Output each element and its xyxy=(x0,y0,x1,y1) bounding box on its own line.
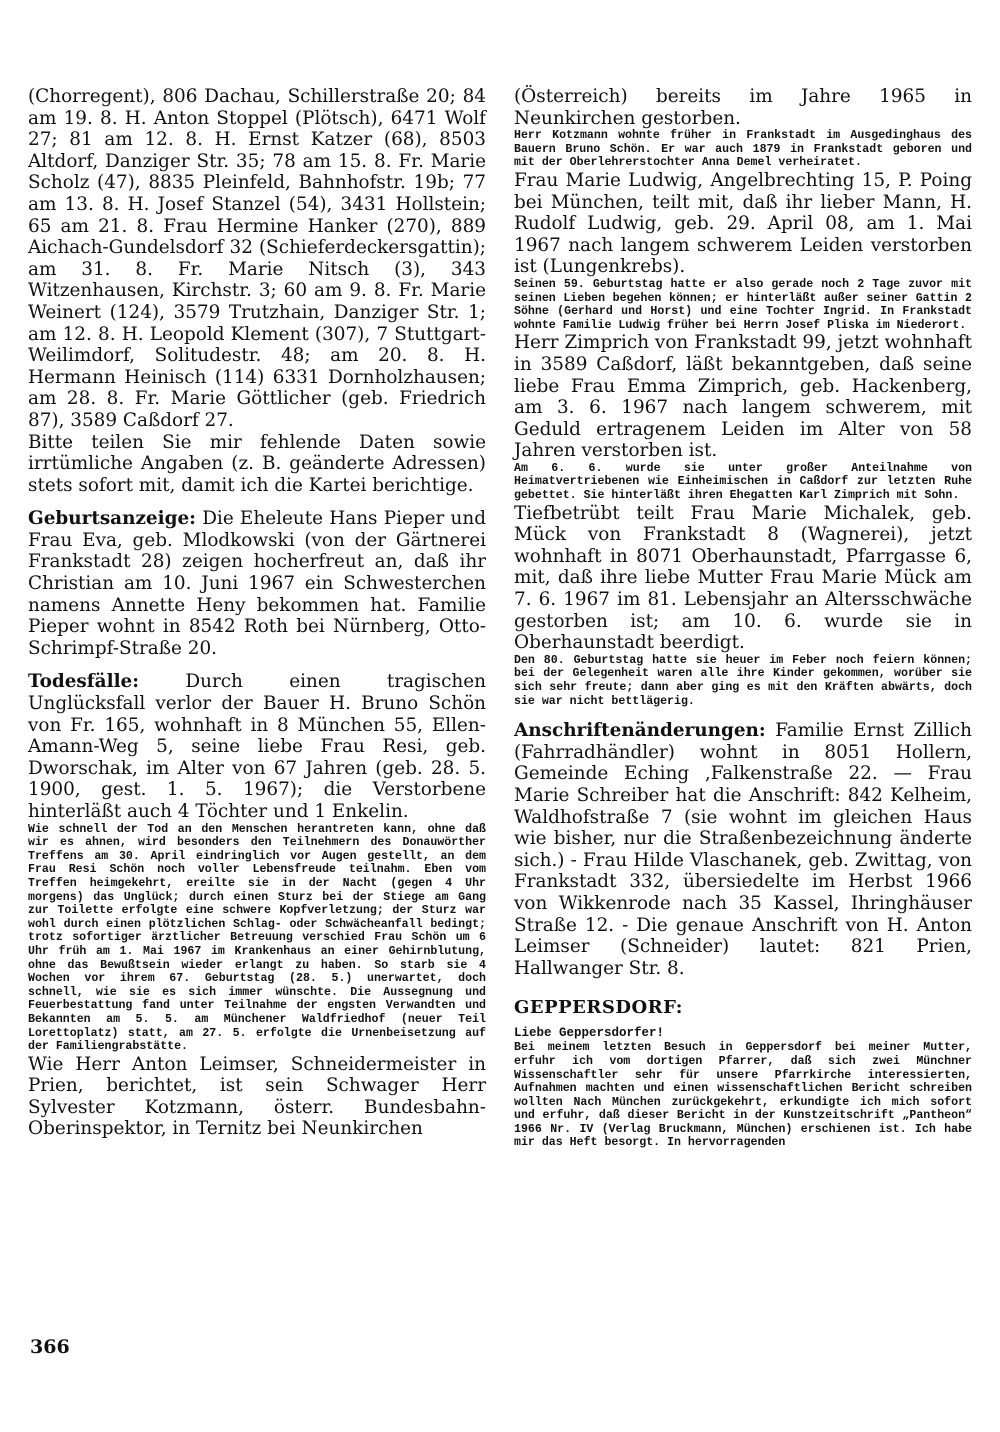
birthday-list-paragraph: (Chorregent), 806 Dachau, Schillerstraße 20; 84 am 19. 8. H. Anton Stoppel (Plötsch), 6471 Wolf 27; 81 am 12. 8. H. Ernst Katzer (68), 8503 Altdorf, Danziger Str. 35; 78 am 15. 8. Fr. Marie Scholz (47), 8835 Pleinfeld, Bahnhofstr. 19b; 77 am 13. 8. H. Josef Stanzel (54), 3431 Hollstein; 65 am 21. 8. Frau Hermine Hanker (270), 889 Aichach-Gundelsdorf 32 (Schieferdeckersgattin); am 31. 8. Fr. Marie Nitsch (3), 343 Witzenhausen, Kirchstr. 3; 60 am 9. 8. Fr. Marie Weinert (124), 3579 Trutzhain, Danziger Str. 1; am 12. 8. H. Leopold Klement (307), 7 Stuttgart-Weilimdorf, Solitudestr. 48; am 20. 8. H. Hermann Heinisch (114) 6331 Dornholzhausen; am 28. 8. Fr. Marie Göttlicher (geb. Friedrich 87), 3589 Caßdorf 27. xyxy=(28,86,486,431)
birth-announcement-text: Die Eheleute Hans Pieper und Frau Eva, geb. Mlodkowski (von der Gärtnerei Frankstadt 28) zeigen hocherfreut an, daß ihr Christian am 10. Juni 1967 ein Schwesterchen namens Annette Heny bekommen hat. Familie Pieper wohnt in 8542 Roth bei Nürnberg, Otto-Schrimpf-Straße 20. xyxy=(28,508,486,659)
page-number: 366 xyxy=(30,1336,70,1358)
zimprich-smallprint: Am 6. 6. wurde sie unter großer Anteilnahme von Heimatvertriebenen wie Einheimischen in Caßdorf zur letzten Ruhe gebettet. Sie hinterläßt ihren Ehegatten Karl Zimprich mit Sohn. xyxy=(514,461,972,503)
right-column xyxy=(514,86,972,1150)
michalek-paragraph: Tiefbetrübt teilt Frau Marie Michalek, geb. Mück von Frankstadt 8 (Wagnerei), jetzt wohnhaft in 8071 Oberhaunstadt, Pfarrgasse 6, mit, daß ihre liebe Mutter Frau Marie Mück am 7. 6. 1967 im 81. Lebensjahr an Altersschwäche gestorben ist; am 10. 6. wurde sie in Oberhaunstadt beerdigt. xyxy=(514,502,972,654)
ludwig-paragraph: Frau Marie Ludwig, Angelbrechting 15, P. Poing bei München, teilt mit, daß ihr lieber Mann, H. Rudolf Ludwig, geb. 29. April 08, am 1. Mai 1967 nach langem schwerem Leiden verstorben ist (Lungenkrebs). xyxy=(514,169,972,278)
deaths-label: Todesfälle: xyxy=(28,671,140,693)
deaths-section xyxy=(28,671,486,822)
address-changes-text: Familie Ernst Zillich (Fahrradhändler) wohnt in 8051 Hollern, Gemeinde Eching ,Falkenstraße 22. — Frau Marie Schreiber hat die Anschrift: 842 Kelheim, Waldhofstraße 7 (sie wohnt im gleichen Haus wie bisher, nur die Straßenbezeichnung änderte sich.) - Frau Hilde Vlaschanek, geb. Zwittag, von Frankstadt 332, übersiedelte im Herbst 1966 von Wikkenrode nach 35 Kassel, Ihringhäuser Straße 12. - Die genaue Anschrift von H. Anton Leimser (Schneider) lautet: 821 Prien, Hallwanger Str. 8. xyxy=(514,720,972,979)
address-changes-section xyxy=(514,720,972,979)
birth-announcement xyxy=(28,508,486,659)
ludwig-smallprint: Seinen 59. Geburtstag hatte er also gerade noch 2 Tage zuvor mit seinen Lieben begehen können; er hinterläßt außer seiner Gattin 2 Söhne (Gerhard und Horst) und eine Tochter Ingrid. In Frankstadt wohnte Familie Ludwig früher bei Herrn Josef Pliska im Niederort. xyxy=(514,277,972,332)
kotzmann-continuation: (Österreich) bereits im Jahre 1965 in Neunkirchen gestorben. xyxy=(514,86,972,129)
geppersdorf-greeting: Liebe Geppersdorfer! xyxy=(514,1026,665,1041)
geppersdorf-heading: GEPPERSDORF: xyxy=(514,997,683,1019)
birth-announcement-label: Geburtsanzeige: xyxy=(28,508,196,530)
address-changes-label: Anschriftenänderungen: xyxy=(514,720,766,742)
left-column xyxy=(28,86,486,1140)
leimser-report-paragraph: Wie Herr Anton Leimser, Schneidermeister in Prien, berichtet, ist sein Schwager Herr Sylvester Kotzmann, österr. Bundesbahn-Oberinspektor, in Ternitz bei Neunkirchen xyxy=(28,1053,486,1140)
mueck-smallprint: Den 80. Geburtstag hatte sie heuer im Feber noch feiern können; bei der Gelegenheit waren alle ihre Kinder gekommen, worüber sie sich sehr freute; dann aber ging es mit den Kräften abwärts, doch sie war nicht bettlägerig. xyxy=(514,653,972,708)
kotzmann-smallprint: Herr Kotzmann wohnte früher in Frankstadt im Ausgedinghaus des Bauern Bruno Schön. Er war auch 1879 in Frankstadt geboren und mit der Oberlehrerstochter Anna Demel verheiratet. xyxy=(514,129,972,170)
death-details-smallprint: Wie schnell der Tod an den Menschen herantreten kann, ohne daß wir es ahnen, wird besonders den Teilnehmern des Donauwörther Treffens am 30. April eindringlich vor Augen gestellt, an dem Frau Resi Schön noch voller Lebensfreude teilnahm. Eben vom Treffen heimgekehrt, ereilte sie in der Nacht (gegen 4 Uhr morgens) das Unglück; durch einen Sturz bei der Stiege am Gang zur Toilette erfolgte eine schwere Kopfverletzung; der Sturz war wohl durch einen plötzlichen Schlag- oder Schwächeanfall bedingt; trotz sofortiger ärztlicher Betreuung verschied Frau Schön um 6 Uhr früh am 1. Mai 1967 im Krankenhaus an einer Gehirnblutung, ohne das Bewußtsein wieder erlangt zu haben. So starb sie 4 Wochen vor ihrem 67. Geburtstag (28. 5.) unerwartet, doch schnell, wie sie es sich immer wünschte. Die Aussegnung und Feuerbestattung fand unter Teilnahme der engsten Verwandten und Bekannten am 5. 5. am Münchener Waldfriedhof (neuer Teil Lorettoplatz) statt, am 27. 5. erfolgte die Urnenbeisetzung auf der Familiengrabstätte. xyxy=(28,822,486,1054)
zimprich-paragraph: Herr Zimprich von Frankstadt 99, jetzt wohnhaft in 3589 Caßdorf, läßt bekanntgeben, daß seine liebe Frau Emma Zimprich, geb. Hackenberg, am 3. 6. 1967 nach langem schwerem, mit Geduld ertragenem Leiden im Alter von 58 Jahren verstorben ist. xyxy=(514,332,972,462)
geppersdorf-letter-smallprint: Bei meinem letzten Besuch in Geppersdorf bei meiner Mutter, erfuhr ich vom dortigen Pfarrer, daß sich zwei Münchner Wissenschaftler sehr für unsere Pfarrkirche interessierten, Aufnahmen machten und einen wissenschaftlichen Bericht schreiben wollten Nach München zurückgekehrt, erkundigte ich mich sofort und erfuhr, daß dieser Bericht in der Kunstzeitschrift „Pantheon“ 1966 Nr. IV (Verlag Bruckmann, München) erschienen ist. Ich habe mir das Heft besorgt. In hervorragenden xyxy=(514,1041,972,1150)
corrections-request-paragraph: Bitte teilen Sie mir fehlende Daten sowie irrtümliche Angaben (z. B. geänderte Adressen) stets sofort mit, damit ich die Kartei berichtige. xyxy=(28,431,486,496)
deaths-text: Durch einen tragischen Unglücksfall verlor der Bauer H. Bruno Schön von Fr. 165, wohnhaft in 8 München 55, Ellen-Amann-Weg 5, seine liebe Frau Resi, geb. Dworschak, im Alter von 67 Jahren (geb. 28. 5. 1900, gest. 1. 5. 1967); die Verstorbene hinterläßt auch 4 Töchter und 1 Enkelin. xyxy=(28,671,486,822)
